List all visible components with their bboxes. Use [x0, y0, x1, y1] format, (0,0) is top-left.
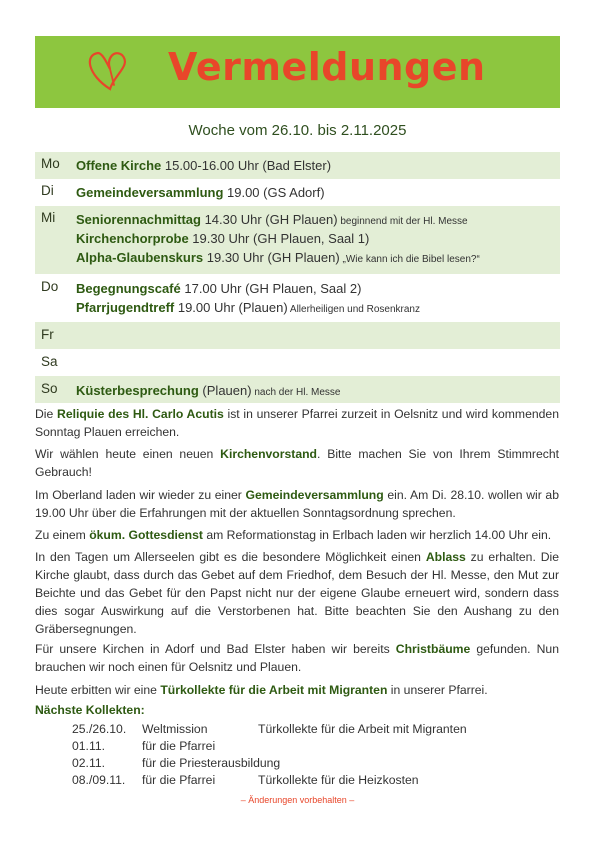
- event-note: nach der Hl. Messe: [251, 387, 341, 398]
- page-title: Vermeldungen: [168, 45, 486, 89]
- event-name: Alpha-Glaubenskurs: [76, 250, 204, 265]
- event-detail: 19.30 Uhr (GH Plauen): [203, 250, 340, 265]
- event-name: Seniorennachmittag: [76, 212, 201, 227]
- event-note: „Wie kann ich die Bibel lesen?“: [339, 254, 480, 265]
- event-name: Pfarrjugendtreff: [76, 300, 175, 315]
- day-row-so: [35, 376, 560, 403]
- header-banner: [35, 36, 560, 108]
- day-label: Sa: [41, 354, 58, 369]
- announcement-tuerkollekte: Heute erbitten wir eine Türkollekte für die Arbeit mit Migranten in unserer Pfarrei.: [35, 683, 488, 697]
- day-label: Mo: [41, 156, 60, 171]
- day-row-mi: [35, 206, 560, 274]
- event-note: Allerheiligen und Rosenkranz: [287, 304, 420, 315]
- event-note: beginnend mit der Hl. Messe: [337, 216, 468, 227]
- announcement-reliquie: Die Reliquie des Hl. Carlo Acutis ist in unserer Pfarrei zurzeit in Oelsnitz und wird kommenden Sonntag Plauen erreichen.: [35, 407, 559, 439]
- day-label: Mi: [41, 210, 56, 225]
- event-detail: 19.00 Uhr (Plauen): [174, 300, 288, 315]
- event-detail: 14.30 Uhr (GH Plauen): [200, 212, 338, 227]
- day-row-fr: [35, 322, 560, 349]
- event-detail: 15.00-16.00 Uhr (Bad Elster): [161, 158, 332, 173]
- announcement-ablass: In den Tagen um Allerseelen gibt es die besondere Möglichkeit einen Ablass zu erhalten. Die Kirche glaubt, dass durch das Gebet auf dem Friedhof, dem Besuch der Hl. Messe, den Mut zur Beichte und das Gebet für den Papst nicht nur der eigene Glaube erneuert wird, sondern dass dies sogar Auswirkung auf die Verstorbenen hat. Bitte beachten Sie den Aushang zu den Gräbersegnungen.: [35, 550, 560, 636]
- day-label: Di: [41, 183, 54, 198]
- event-name: Gemeindeversammlung: [76, 185, 224, 200]
- day-row-sa: [35, 349, 560, 376]
- event-name: Offene Kirche: [76, 158, 162, 173]
- announcement-gemeindeversammlung: Im Oberland laden wir wieder zu einer Gemeindeversammlung ein. Am Di. 28.10. wollen wir ab 19.00 Uhr über die Erfahrungen mit der aktuellen Sonntagsordnung sprechen.: [35, 488, 559, 520]
- announcement-christbaeume: Für unsere Kirchen in Adorf und Bad Elster haben wir bereits Christbäume gefunden. Nun brauchen wir noch einen für Oelsnitz und Plauen.: [35, 642, 559, 674]
- event-detail: 19.00 (GS Adorf): [223, 185, 325, 200]
- day-label: Fr: [41, 327, 54, 342]
- event-name: Küsterbesprechung: [76, 383, 199, 398]
- announcement-kirchenvorstand: Wir wählen heute einen neuen Kirchenvorstand. Bitte machen Sie von Ihrem Stimmrecht Gebrauch!: [35, 447, 560, 479]
- event-name: Kirchenchorprobe: [76, 231, 189, 246]
- day-row-di: [35, 179, 560, 206]
- heart-logo-icon: [80, 45, 140, 95]
- day-row-do: [35, 274, 560, 322]
- footer-note: – Änderungen vorbehalten –: [240, 795, 355, 805]
- event-detail: (Plauen): [198, 383, 252, 398]
- day-label: So: [41, 381, 58, 396]
- announcement-gottesdienst: Zu einem ökum. Gottesdienst am Reformationstag in Erlbach laden wir herzlich 14.00 Uhr ein.: [35, 528, 552, 542]
- day-label: Do: [41, 279, 59, 294]
- event-name: Begegnungscafé: [76, 281, 181, 296]
- day-row-mo: [35, 152, 560, 179]
- event-detail: 17.00 Uhr (GH Plauen, Saal 2): [180, 281, 362, 296]
- event-detail: 19.30 Uhr (GH Plauen, Saal 1): [188, 231, 370, 246]
- collections-heading: Nächste Kollekten:: [35, 703, 145, 717]
- week-heading: Woche vom 26.10. bis 2.11.2025: [188, 122, 407, 139]
